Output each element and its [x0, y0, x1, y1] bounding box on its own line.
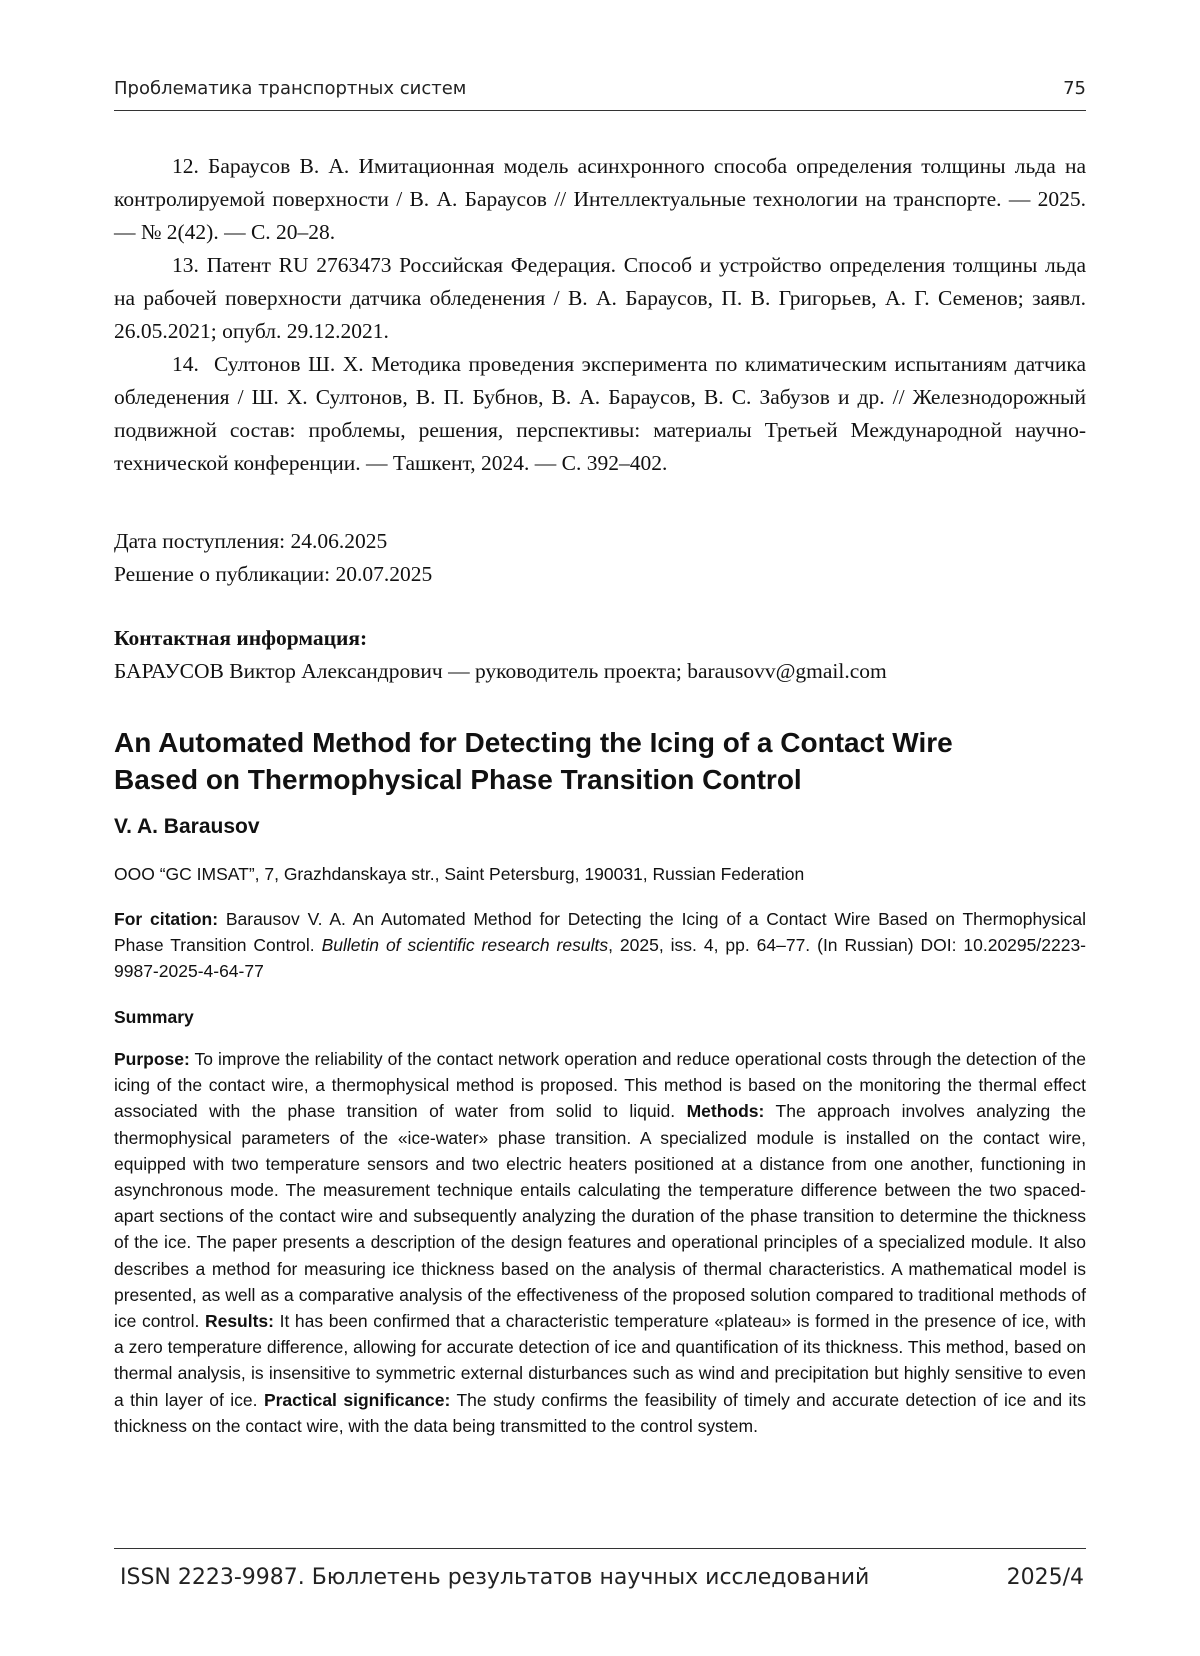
contact-text: БАРАУСОВ Виктор Александрович — руководитель проекта; barausovv@gmail.com: [114, 659, 887, 683]
reference-item: [114, 348, 1086, 480]
footer-divider: [114, 1548, 1086, 1549]
reference-number: 12.: [172, 154, 199, 178]
citation-block: [114, 906, 1086, 984]
footer-issue: 2025/4: [1006, 1565, 1084, 1590]
article-dates: [114, 525, 432, 591]
citation-text: Barausov V. A. An Automated Method for Detecting the Icing of a Contact Wire Based on Thermophysical Phase Transition Control.: [114, 909, 1086, 955]
received-date: Дата поступления: 24.06.2025: [114, 529, 388, 553]
significance-label: Practical significance:: [263, 1389, 451, 1410]
results-label: Results:: [204, 1311, 274, 1332]
english-title: [114, 724, 1086, 798]
methods-text: The approach involves analyzing the thermophysical parameters of the «ice-water» phase transition. A specialized module is installed on the contact wire, equipped with two temperature sensors and two electric heaters positioned at a distance from one another, functioning in asynchronous mode. The measurement technique entails calculating the temperature difference between the two spaced-apart sections of the contact wire and subsequently analyzing the duration of the phase transition to determine the thickness of the ice. The paper presents a description of the design features and operational principles of a specialized module. It also describes a method for measuring ice thickness based on the analysis of thermal characteristics. A mathematical model is presented, as well as a comparative analysis of the effectiveness of the proposed solution compared to traditional methods of ice control.: [114, 1101, 1086, 1332]
citation-tail: , 2025, iss. 4, pp. 64–77. (In Russian) DOI: 10.20295/2223-9987-2025-4-64-77: [114, 935, 1086, 981]
citation-label: For citation:: [114, 909, 219, 929]
running-header: [114, 74, 1086, 111]
reference-number: 13.: [172, 253, 199, 277]
reference-text: Султонов Ш. Х. Методика проведения эксперимента по климатическим испытаниям датчика обледенения / Ш. Х. Султонов, В. П. Бубнов, В. А. Бараусов, В. С. Забузов и др. // Железнодорожный подвижной состав: проблемы, решения, перспективы: материалы Третьей Международной научно-технической конференции. — Ташкент, 2024. — С. 392–402.: [114, 352, 1086, 475]
significance-text: The study confirms the feasibility of timely and accurate detection of ice and its thickness on the contact wire, with the data being transmitted to the control system.: [114, 1389, 1086, 1436]
english-affiliation: OOO “GC IMSAT”, 7, Grazhdanskaya str., Saint Petersburg, 190031, Russian Federation: [114, 864, 805, 884]
running-header-title: Проблематика транспортных систем: [114, 78, 467, 99]
accepted-date: Решение о публикации: 20.07.2025: [114, 562, 433, 586]
summary-text: [114, 1046, 1086, 1439]
contact-label: Контактная информация:: [114, 626, 368, 650]
purpose-label: Purpose:: [114, 1049, 190, 1069]
reference-list: [114, 150, 1086, 480]
english-title-line: Based on Thermophysical Phase Transition Control: [114, 764, 802, 795]
summary-heading: Summary: [114, 1007, 194, 1027]
contact-info: [114, 622, 1086, 688]
purpose-text: To improve the reliability of the contact network operation and reduce operational costs through the detection of the icing of the contact wire, a thermophysical method is proposed. This method is based on the monitoring the thermal effect associated with the phase transition of water from solid to liquid.: [114, 1049, 1086, 1122]
reference-number: 14.: [172, 352, 199, 376]
page-number: 75: [1063, 78, 1086, 99]
reference-item: [114, 150, 1086, 249]
reference-text: Патент RU 2763473 Российская Федерация. Способ и устройство определения толщины льда на рабочей поверхности датчика обледенения / В. А. Бараусов, П. В. Григорьев, А. Г. Семенов; заявл. 26.05.2021; опубл. 29.12.2021.: [114, 253, 1086, 343]
results-text: It has been confirmed that a characteristic temperature «plateau» is formed in the presence of ice, with a zero temperature difference, allowing for accurate detection of ice and quantification of its thickness. This method, based on thermal analysis, is insensitive to symmetric external disturbances such as wind and precipitation but highly sensitive to even a thin layer of ice.: [114, 1311, 1086, 1410]
citation-journal: Bulletin of scientific research results: [321, 935, 609, 955]
footer-journal: ISSN 2223-9987. Бюллетень результатов научных исследований: [120, 1565, 870, 1590]
reference-text: Бараусов В. А. Имитационная модель асинхронного способа определения толщины льда на контролируемой поверхности / В. А. Бараусов // Интеллектуальные технологии на транспорте. — 2025. — № 2(42). — С. 20–28.: [114, 154, 1086, 244]
english-author: V. A. Barausov: [114, 815, 260, 838]
reference-item: [114, 249, 1086, 348]
english-title-line: An Automated Method for Detecting the Icing of a Contact Wire: [114, 727, 953, 758]
methods-label: Methods:: [686, 1101, 765, 1122]
